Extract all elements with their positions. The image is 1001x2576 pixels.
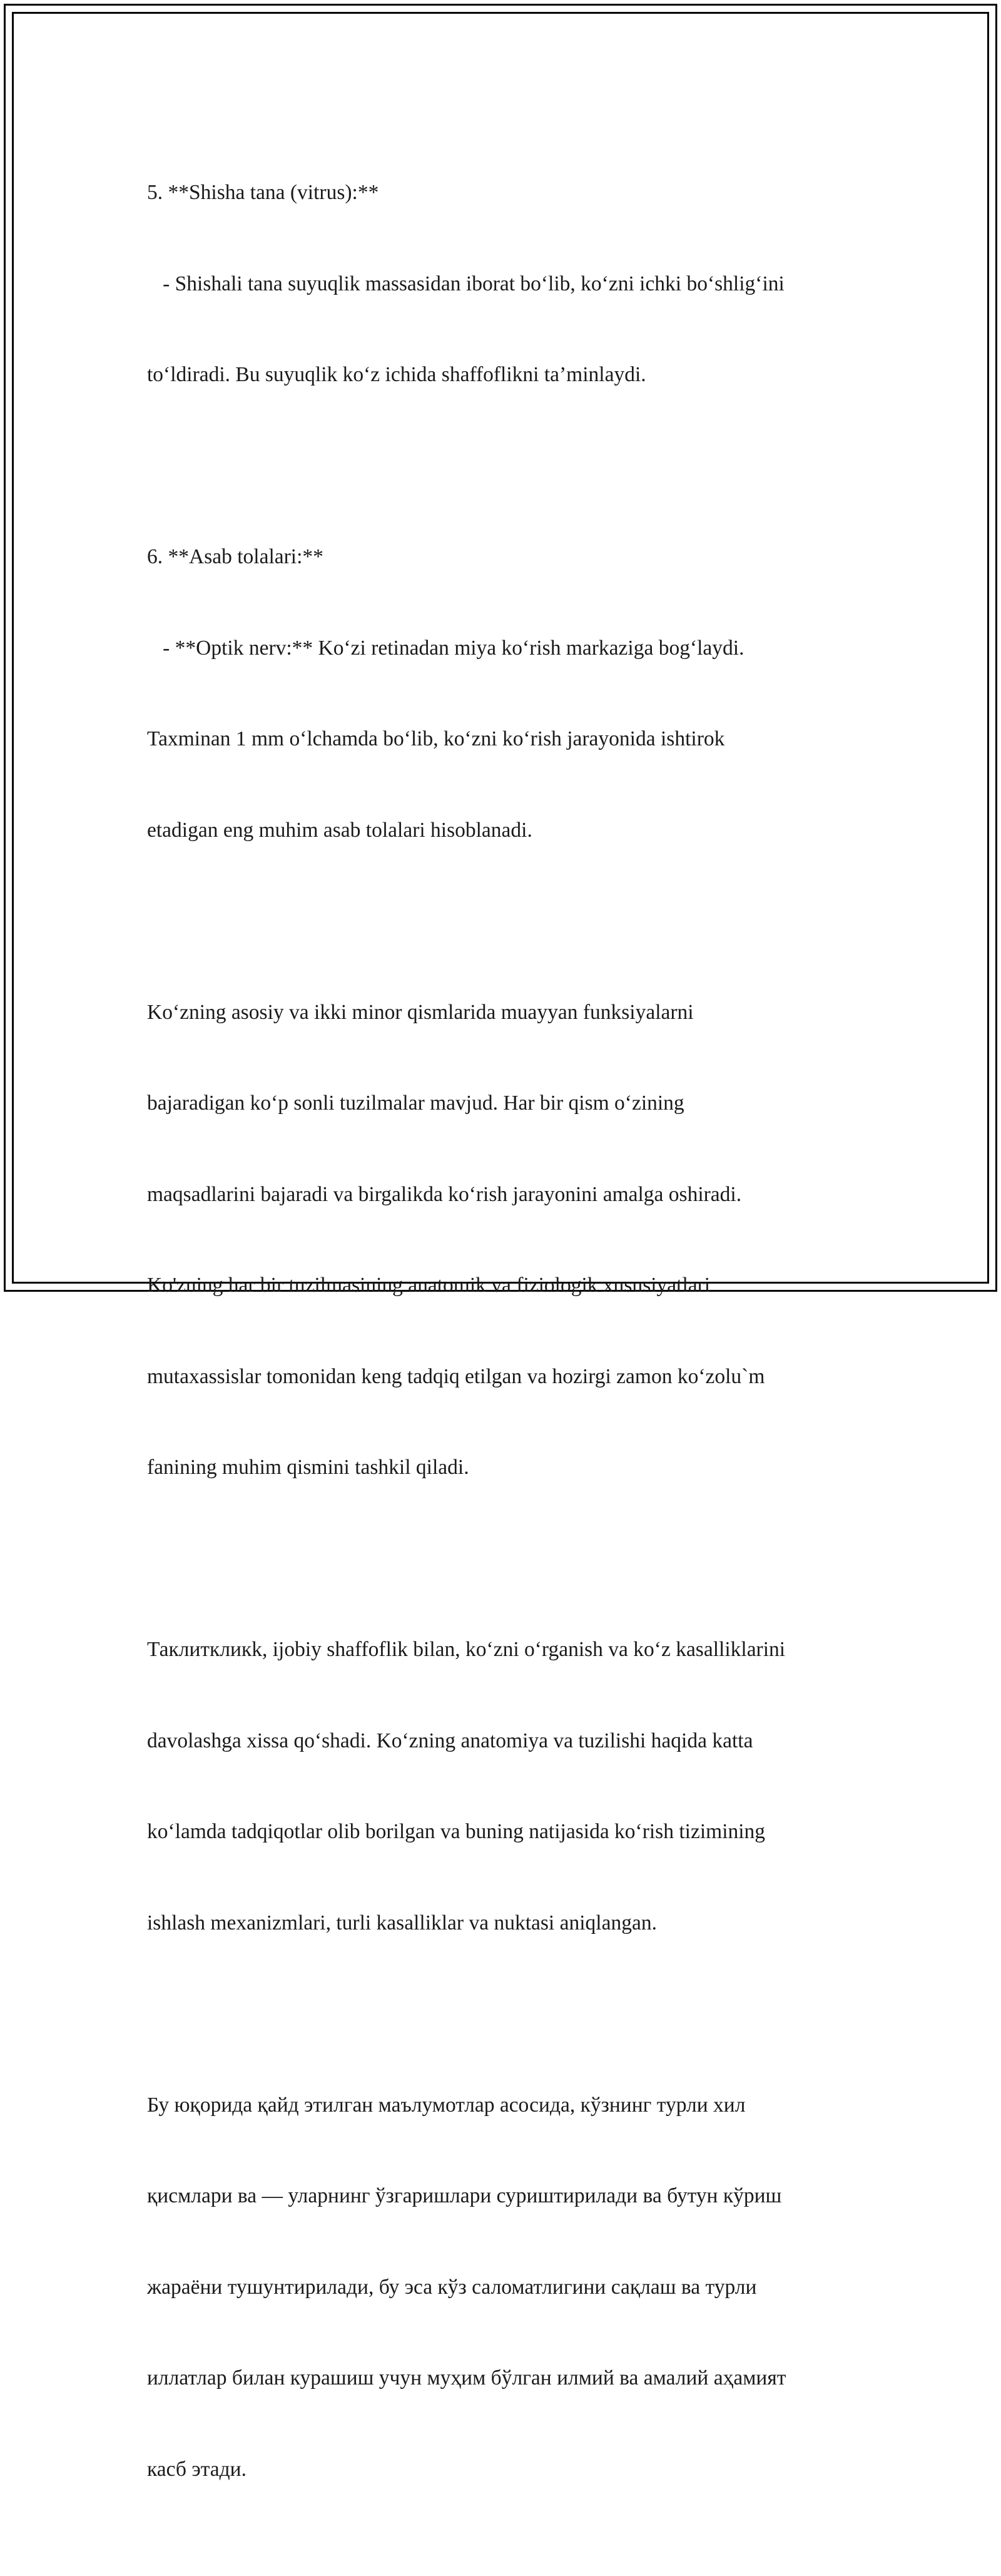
paragraph-cyrillic-summary	[147, 2030, 854, 2546]
text-line: Бу юқорида қайд этилган маълумотлар асосида, кўзнинг турли хил	[147, 2093, 746, 2117]
text-line: ko‘lamda tadqiqotlar olib borilgan va buning natijasida ko‘rish tizimining	[147, 1820, 766, 1843]
text-line: иллатлар билан курашиш учун муҳим бўлган илмий ва амалий аҳамият	[147, 2366, 786, 2389]
text-line: etadigan eng muhim asab tolalari hisoblanadi.	[147, 818, 532, 842]
paragraph-asab-tolalari	[147, 481, 854, 906]
text-line: - Shishali tana suyuqlik massasidan iborat bo‘lib, ko‘zni ichki bo‘shlig‘ini	[147, 272, 785, 295]
text-line: қисмлари ва — уларнинг ўзгаришлари суриштирилади ва бутун кўриш	[147, 2184, 782, 2207]
paragraph-kozning-asosiy	[147, 937, 854, 1544]
text-line: bajaradigan ko‘p sonli tuzilmalar mavjud. Har bir qism o‘zining	[147, 1091, 684, 1115]
text-line: 5. **Shisha tana (vitrus):**	[147, 181, 379, 204]
text-line: Ko‘zning asosiy va ikki minor qismlarida muayyan funksiyalarni	[147, 1000, 694, 1024]
text-line: Ko'zning har bir tuzilmasining anatomik va fiziologik xususiyatlari	[147, 1274, 711, 1297]
text-line: davolashga xissa qo‘shadi. Ko‘zning anatomiya va tuzilishi haqida katta	[147, 1729, 753, 1752]
paragraph-shisha-tana	[147, 117, 854, 451]
text-line: касб этади.	[147, 2457, 246, 2481]
text-line: жараёни тушунтирилади, бу эса кўз саломатлигини сақлаш ва турли	[147, 2275, 757, 2299]
text-line: fanining muhim qismini tashkil qiladi.	[147, 1456, 469, 1479]
text-line: - **Optik nerv:** Ko‘zi retinadan miya ko‘rish markaziga bog‘laydi.	[147, 636, 744, 660]
text-line: maqsadlarini bajaradi va birgalikda ko‘rish jarayonini amalga oshiradi.	[147, 1182, 742, 1206]
text-line: to‘ldiradi. Bu suyuqlik ko‘z ichida shaffoflikni ta’minlaydi.	[147, 363, 646, 386]
text-line: 6. **Asab tolalari:**	[147, 545, 323, 568]
text-line: mutaxassislar tomonidan keng tadqiq etilgan va hozirgi zamon ko‘zolu`m	[147, 1364, 765, 1388]
text-line: ishlash mexanizmlari, turli kasalliklar va nuktasi aniqlangan.	[147, 1911, 657, 1935]
document-body	[147, 117, 854, 2576]
paragraph-taklitklik	[147, 1574, 854, 1999]
text-line: Таклиткликk, ijobiy shaffoflik bilan, ko‘zni o‘rganish va ko‘z kasalliklarini	[147, 1638, 786, 1661]
text-line: Taxminan 1 mm o‘lchamda bo‘lib, ko‘zni ko‘rish jarayonida ishtirok	[147, 727, 725, 750]
